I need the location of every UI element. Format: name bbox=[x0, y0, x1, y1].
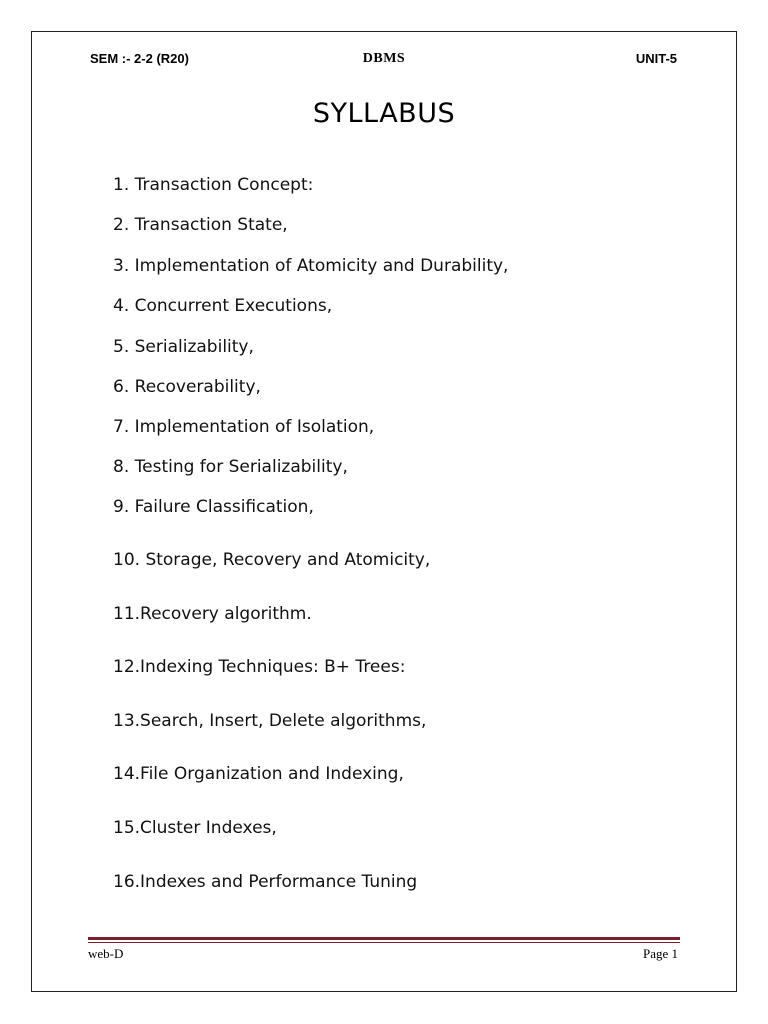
list-item bbox=[113, 215, 288, 235]
item-text: Transaction Concept: bbox=[134, 175, 314, 195]
item-text: Search, Insert, Delete algorithms, bbox=[140, 711, 427, 731]
list-item bbox=[113, 550, 430, 570]
list-item bbox=[113, 296, 332, 316]
item-number: 8. bbox=[113, 457, 130, 477]
item-number: 9. bbox=[113, 497, 130, 517]
item-text: Recoverability, bbox=[134, 377, 261, 397]
list-item bbox=[113, 711, 426, 731]
list-item bbox=[113, 818, 277, 838]
list-item bbox=[113, 377, 261, 397]
list-item bbox=[113, 457, 348, 477]
item-number: 4. bbox=[113, 296, 130, 316]
item-number: 14. bbox=[113, 764, 141, 784]
item-text: Serializability, bbox=[134, 337, 254, 357]
list-item bbox=[113, 764, 404, 784]
item-number: 11. bbox=[113, 604, 141, 624]
list-item bbox=[113, 337, 254, 357]
item-text: Implementation of Isolation, bbox=[134, 417, 375, 437]
item-text: File Organization and Indexing, bbox=[140, 764, 404, 784]
item-text: Indexing Techniques: B+ Trees: bbox=[140, 657, 406, 677]
item-number: 16. bbox=[113, 872, 141, 892]
item-number: 1. bbox=[113, 175, 130, 195]
item-number: 3. bbox=[113, 256, 130, 276]
item-text: Implementation of Atomicity and Durability, bbox=[134, 256, 509, 276]
item-number: 7. bbox=[113, 417, 130, 437]
item-text: Storage, Recovery and Atomicity, bbox=[145, 550, 431, 570]
item-text: Indexes and Performance Tuning bbox=[140, 872, 418, 892]
item-text: Concurrent Executions, bbox=[134, 296, 333, 316]
list-item bbox=[113, 872, 417, 892]
footer-rule-thin bbox=[88, 942, 680, 943]
item-number: 5. bbox=[113, 337, 130, 357]
item-number: 13. bbox=[113, 711, 141, 731]
item-number: 15. bbox=[113, 818, 141, 838]
item-text: Testing for Serializability, bbox=[134, 457, 348, 477]
page-header bbox=[0, 51, 768, 71]
list-item bbox=[113, 497, 314, 517]
item-number: 12. bbox=[113, 657, 141, 677]
page-title: SYLLABUS bbox=[312, 98, 456, 129]
item-text: Cluster Indexes, bbox=[140, 818, 277, 838]
list-item bbox=[113, 657, 405, 677]
item-text: Transaction State, bbox=[134, 215, 288, 235]
footer-rule-thick bbox=[88, 937, 680, 940]
subject-label: DBMS bbox=[362, 51, 406, 66]
list-item bbox=[113, 175, 313, 195]
semester-label: SEM :- 2-2 (R20) bbox=[90, 51, 189, 66]
item-text: Recovery algorithm. bbox=[140, 604, 312, 624]
item-number: 10. bbox=[113, 550, 141, 570]
item-text: Failure Classification, bbox=[134, 497, 314, 517]
footer-author: web-D bbox=[88, 946, 124, 961]
item-number: 6. bbox=[113, 377, 130, 397]
unit-label: UNIT-5 bbox=[635, 51, 677, 66]
item-number: 2. bbox=[113, 215, 130, 235]
list-item bbox=[113, 604, 312, 624]
list-item bbox=[113, 417, 374, 437]
list-item bbox=[113, 256, 508, 276]
page-number: Page 1 bbox=[642, 946, 678, 961]
